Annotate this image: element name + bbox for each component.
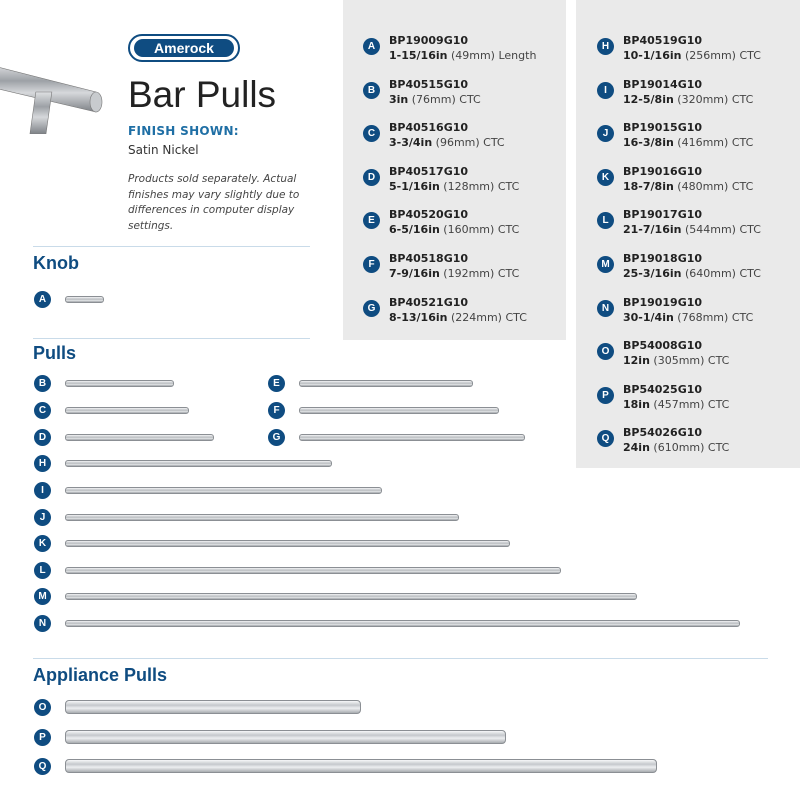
bar-letter-badge: E [268,375,285,392]
finish-value: Satin Nickel [128,143,199,157]
bar-pull-illustration [65,487,382,494]
bar-letter-badge: N [34,615,51,632]
spec-letter-badge: Q [597,430,614,447]
amerock-logo [128,34,240,62]
section-title-pulls: Pulls [33,343,77,363]
spec-dimension-inches: 3in [389,92,409,106]
bar-pull-illustration [299,407,499,414]
spec-dimension-metric: (640mm) CTC [681,267,761,280]
spec-letter-badge: F [363,256,380,273]
spec-letter-badge: H [597,38,614,55]
spec-dimension-inches: 24in [623,441,650,455]
spec-dimension [623,136,753,149]
disclaimer-text: Products sold separately. Actual finishes may vary slightly due to differences in computer display settings. [128,173,300,232]
spec-dimension-inches: 7-9/16in [389,267,440,280]
spec-dimension [623,267,761,280]
divider [33,658,768,659]
spec-dimension-metric: (457mm) CTC [649,397,730,411]
spec-part-number: BP19015G10 [623,121,703,135]
spec-dimension-inches: 12-5/8in [623,92,674,106]
spec-letter-badge: L [597,212,614,229]
spec-dimension [389,49,536,62]
spec-dimension-inches: 25-3/16in [623,267,682,280]
spec-dimension [389,180,519,193]
bar-letter-badge: H [34,455,51,472]
spec-letter-badge: P [597,387,614,404]
spec-dimension-inches: 18in [623,397,650,411]
spec-part-number: BP40521G10 [389,295,469,309]
spec-dimension-metric: (416mm) CTC [673,136,754,150]
spec-dimension-inches: 12in [623,354,650,368]
spec-part-number: BP40519G10 [623,34,703,47]
spec-dimension-metric: (610mm) CTC [649,441,730,455]
spec-letter-badge: O [597,343,614,360]
spec-dimension-metric: (96mm) CTC [432,136,505,150]
bar-letter-badge: F [268,402,285,419]
spec-dimension-metric: (544mm) CTC [681,223,761,237]
bar-pull-illustration [65,593,637,600]
spec-dimension-metric: (256mm) CTC [681,49,761,62]
spec-dimension-inches: 10-1/16in [623,49,682,62]
bar-pull-illustration [65,296,104,303]
spec-letter-badge: G [363,300,380,317]
spec-dimension-inches: 6-5/16in [389,223,440,237]
bar-letter-badge: O [34,699,51,716]
spec-dimension-inches: 16-3/8in [623,136,674,150]
spec-part-number: BP40516G10 [389,121,469,135]
spec-part-number: BP19018G10 [623,252,703,265]
bar-letter-badge: I [34,482,51,499]
bar-pull-illustration [65,730,506,744]
bar-letter-badge: A [34,291,51,308]
bar-letter-badge: B [34,375,51,392]
spec-dimension-inches: 3-3/4in [389,136,433,150]
bar-letter-badge: Q [34,758,51,775]
spec-dimension-inches: 21-7/16in [623,223,682,237]
spec-part-number: BP40518G10 [389,252,469,265]
spec-dimension-inches: 30-1/4in [623,310,674,324]
bar-letter-badge: C [34,402,51,419]
spec-dimension [623,180,753,193]
spec-letter-badge: E [363,212,380,229]
bar-pull-illustration [65,380,174,387]
divider [33,338,310,339]
spec-part-number: BP19016G10 [623,164,703,178]
spec-dimension [623,93,753,106]
finish-label: FINISH SHOWN: [128,124,239,138]
spec-dimension [389,267,519,280]
spec-dimension [623,49,761,62]
bar-pull-illustration [65,514,459,521]
spec-part-number: BP19017G10 [623,208,703,222]
spec-part-number: BP19014G10 [623,77,703,91]
spec-dimension [389,311,527,324]
spec-letter-badge: A [363,38,380,55]
spec-dimension-inches: 18-7/8in [623,179,674,193]
spec-dimension-inches: 5-1/16in [389,179,440,193]
spec-dimension-metric: (76mm) CTC [408,92,481,106]
spec-part-number: BP40517G10 [389,164,469,178]
bar-letter-badge: M [34,588,51,605]
spec-part-number: BP19019G10 [623,295,703,309]
bar-pull-photo [0,34,116,134]
spec-part-number: BP54026G10 [623,426,703,440]
spec-dimension [623,398,729,411]
section-title-knob: Knob [33,253,79,273]
bar-pull-illustration [65,434,214,441]
spec-dimension-metric: (192mm) CTC [439,267,520,280]
spec-letter-badge: K [597,169,614,186]
section-title-appliance-pulls: Appliance Pulls [33,665,168,685]
spec-dimension-metric: (224mm) CTC [447,310,527,324]
bar-letter-badge: P [34,729,51,746]
spec-part-number: BP40515G10 [389,77,469,91]
bar-letter-badge: L [34,562,51,579]
spec-dimension [389,93,481,106]
bar-pull-illustration [65,759,657,773]
bar-letter-badge: K [34,535,51,552]
spec-dimension [623,441,729,454]
spec-letter-badge: M [597,256,614,273]
page-title: Bar Pulls [128,74,277,115]
spec-dimension-metric: (49mm) Length [447,49,537,62]
bar-pull-illustration [65,567,561,574]
bar-pull-illustration [65,540,510,547]
amerock-logo-text: Amerock [134,39,234,57]
bar-letter-badge: G [268,429,285,446]
bar-pull-illustration [65,620,740,627]
divider [33,246,310,247]
spec-dimension-metric: (305mm) CTC [649,354,730,368]
bar-pull-illustration [65,700,361,714]
spec-dimension-metric: (480mm) CTC [673,179,754,193]
spec-part-number: BP54008G10 [623,339,703,353]
bar-letter-badge: D [34,429,51,446]
spec-part-number: BP19009G10 [389,34,469,47]
spec-letter-badge: D [363,169,380,186]
spec-letter-badge: B [363,82,380,99]
spec-letter-badge: I [597,82,614,99]
spec-dimension-metric: (320mm) CTC [673,92,754,106]
spec-letter-badge: C [363,125,380,142]
spec-dimension [623,223,761,236]
spec-dimension [389,223,519,236]
spec-part-number: BP54025G10 [623,382,703,396]
bar-letter-badge: J [34,509,51,526]
spec-dimension-metric: (160mm) CTC [439,223,520,237]
spec-dimension-inches: 1-15/16in [389,49,448,62]
spec-letter-badge: J [597,125,614,142]
spec-dimension-metric: (128mm) CTC [439,179,520,193]
spec-dimension-metric: (768mm) CTC [673,310,754,324]
bar-pull-illustration [299,380,473,387]
spec-letter-badge: N [597,300,614,317]
spec-dimension [623,311,753,324]
bar-pull-illustration [65,460,332,467]
bar-pull-illustration [299,434,525,441]
spec-dimension [623,354,729,367]
spec-dimension [389,136,505,149]
spec-dimension-inches: 8-13/16in [389,310,448,324]
bar-pull-illustration [65,407,189,414]
spec-part-number: BP40520G10 [389,208,469,222]
